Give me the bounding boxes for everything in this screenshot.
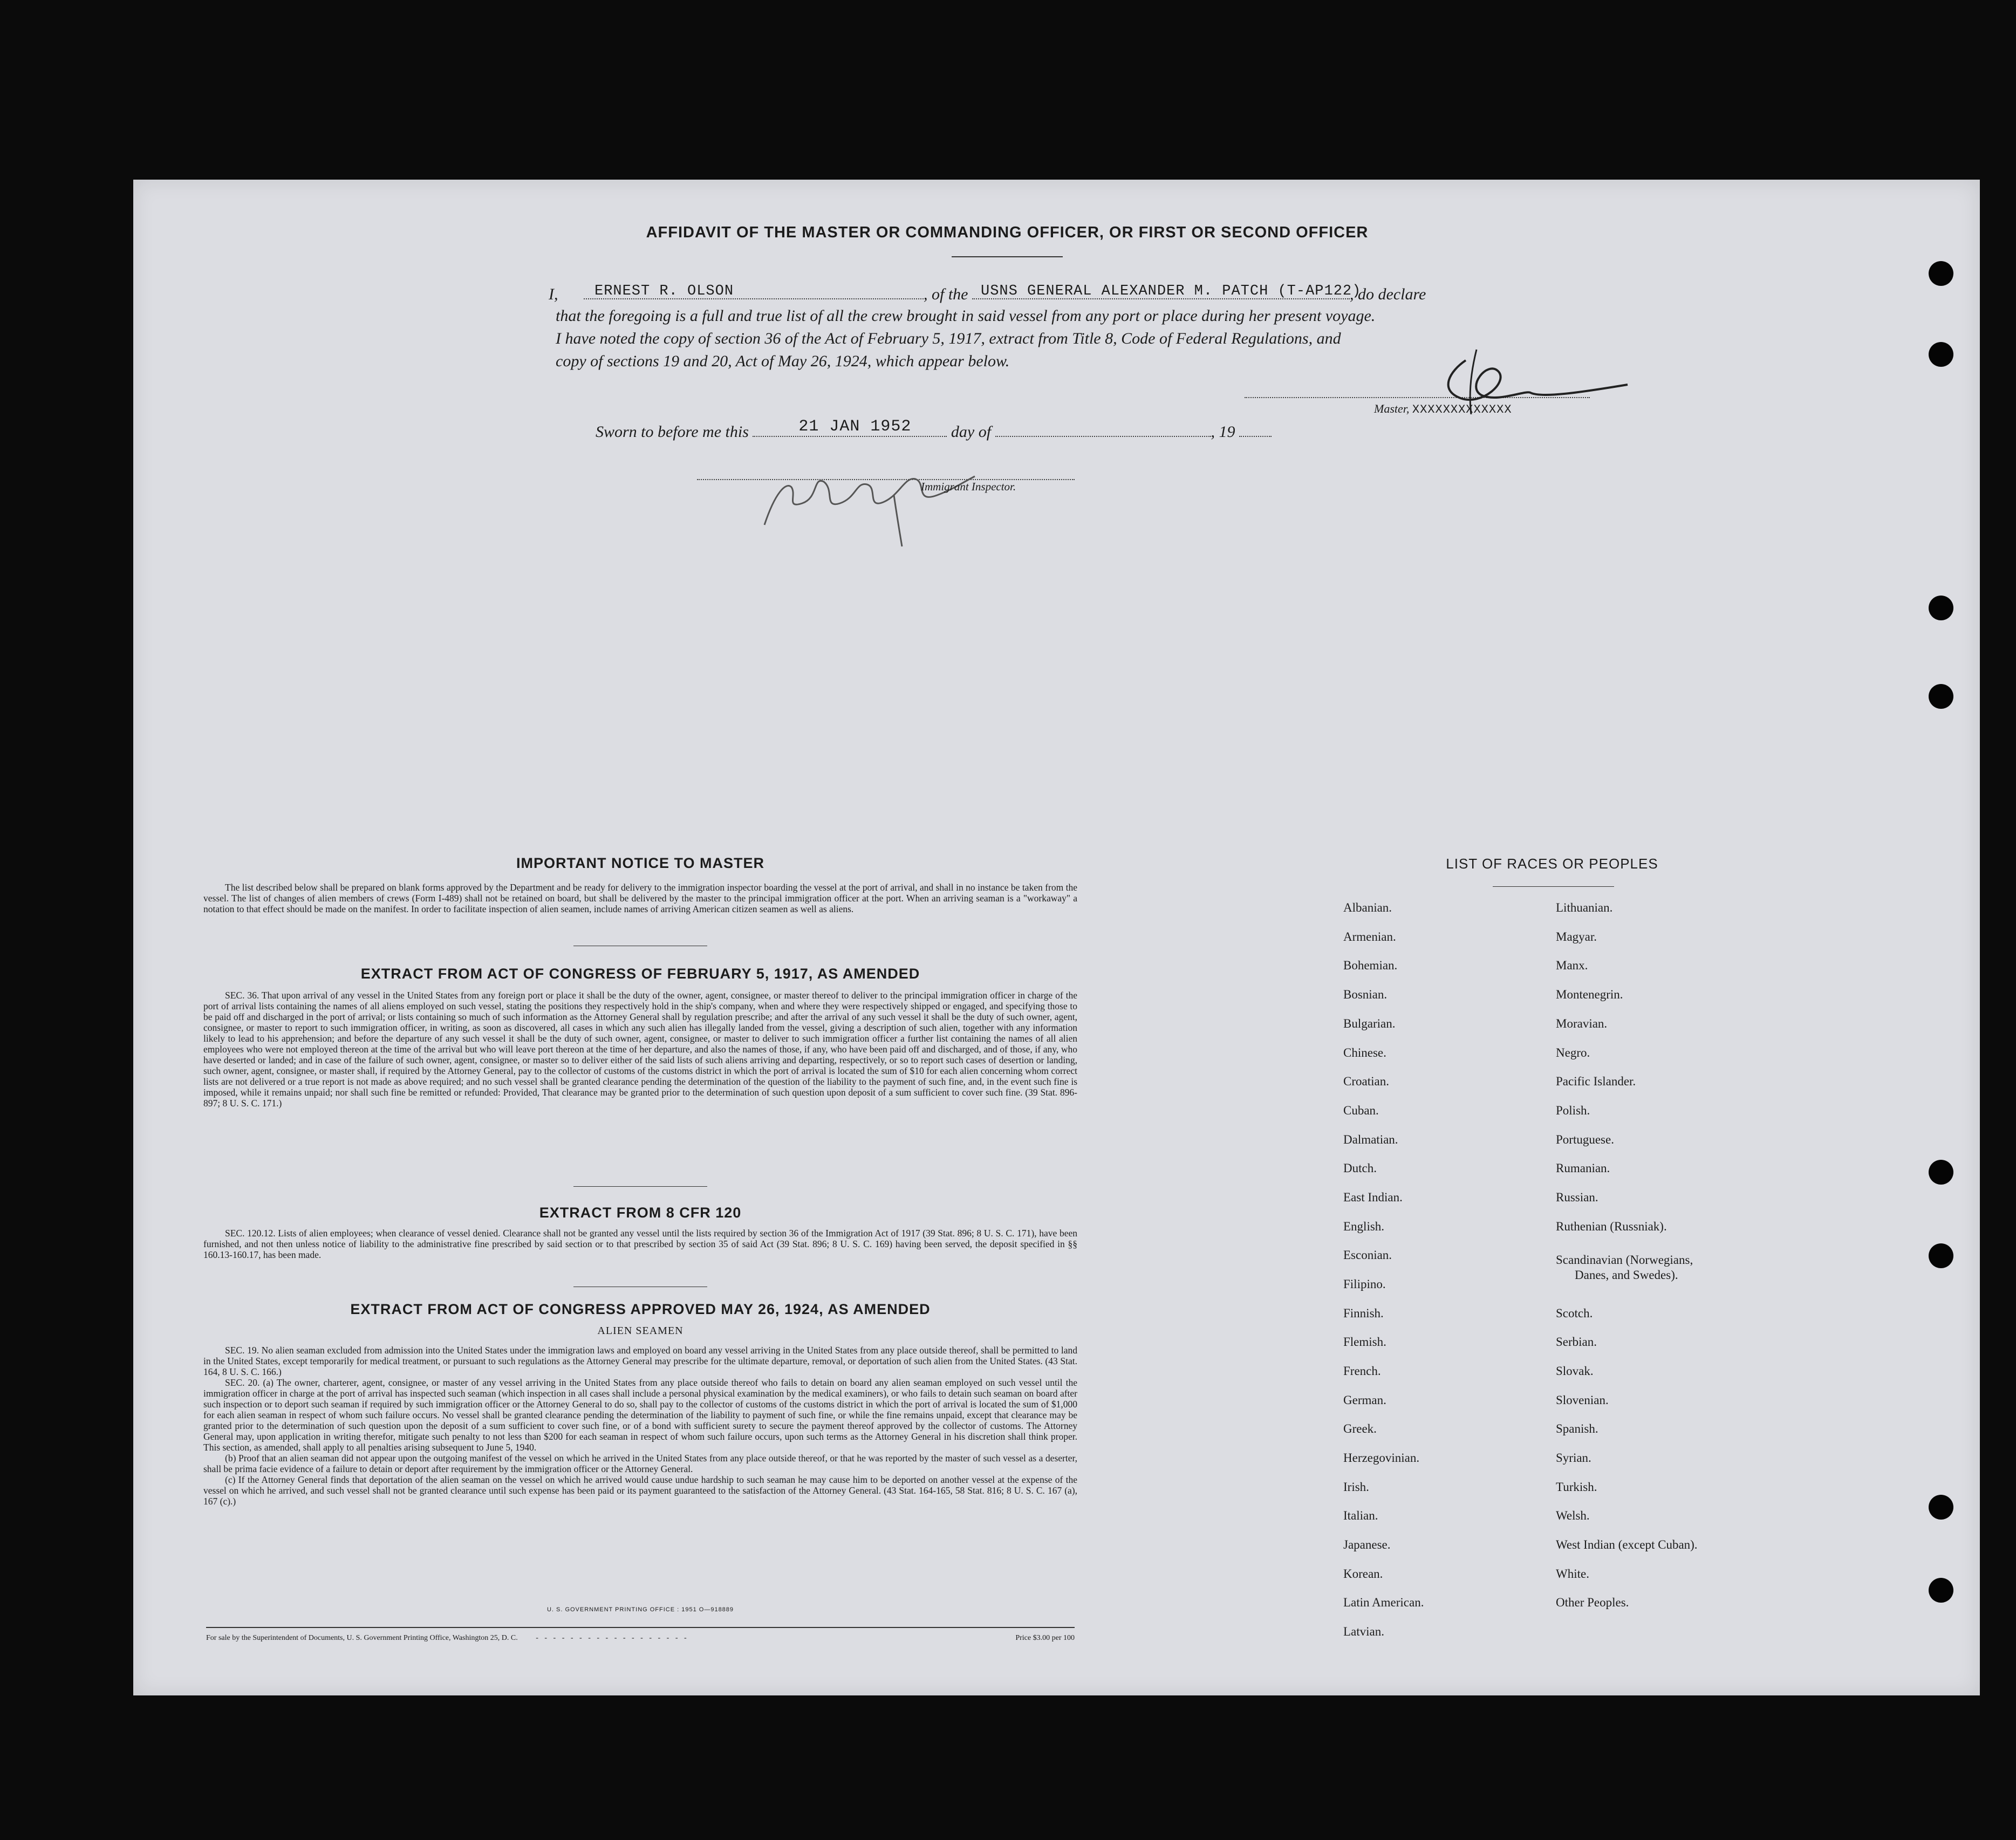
sworn-prefix: Sworn to before me this: [596, 423, 749, 441]
sec-20b: (b) Proof that an alien seaman did not appear upon the outgoing manifest of the vessel on which he arrived in the United States from any place outside thereof, or that he was reported by the master of such vessel as a deserter, shall be prima facie evidence of a failure to detain or deport after requirement by the immigration officer or the Attorney General.: [203, 1453, 1077, 1474]
officer-name: ERNEST R. OLSON: [594, 283, 734, 299]
price-text: Price $3.00 per 100: [1015, 1634, 1075, 1642]
race-item: White.: [1556, 1567, 1589, 1581]
race-item: Slovak.: [1556, 1364, 1594, 1378]
race-item: Filipino.: [1343, 1277, 1386, 1291]
sworn-date-field: [753, 420, 947, 437]
race-item: Japanese.: [1343, 1538, 1391, 1551]
race-item: Bulgarian.: [1343, 1017, 1396, 1030]
race-item: Welsh.: [1556, 1509, 1590, 1522]
day-of-label: day of: [951, 423, 992, 441]
binder-hole: [1929, 684, 1953, 709]
race-item: Moravian.: [1556, 1017, 1608, 1030]
notice-body: The list described below shall be prepared on blank forms approved by the Department and be ready for delivery to the immigration inspector boarding the vessel at the port of arrival, and shall in no instance be taken from the vessel. The list of changes of alien members of crews (Form I-489) shall not be retained on board, but shall be delivered by the master to the principal immigration officer at the port. When an arriving seaman is a "workaway" a notation to that effect should be made on the manifest. In order to facilitate inspection of alien seamen, include names of arriving American citizen seamen as well as aliens.: [203, 882, 1077, 914]
declaration-line-2: that the foregoing is a full and true list of all the crew brought in said vessel from any port or place during her present voyage.: [556, 307, 1376, 325]
race-item: Irish.: [1343, 1480, 1369, 1494]
race-item: Albanian.: [1343, 901, 1392, 914]
footer-dashes: - - - - - - - - - - - - - - - - - -: [536, 1634, 689, 1642]
race-item: Italian.: [1343, 1509, 1378, 1522]
race-item: Latin American.: [1343, 1596, 1424, 1609]
race-item: Syrian.: [1556, 1451, 1591, 1465]
race-item: Polish.: [1556, 1104, 1590, 1117]
extract-1917-body: SEC. 36. That upon arrival of any vessel in the United States from any foreign port or place it shall be the duty of the owner, agent, consignee, or master thereof to deliver to the principal immigration officer in charge of the port of arrival lists containing the names of all aliens employed on such vessel, stating the positions they respectively hold in the ship's company, when and where they were respectively shipped or engaged, and specifying those to be paid off and discharged in the port of arrival; or lists containing so much of such information as the Attorney General shall by regulation prescribe; and after the arrival of any such vessel it shall be the duty of such owner, agent, consignee, or master to report to such immigration officer, in writing, as soon as discovered, all cases in which any such alien has illegally landed from the vessel, giving a description of such alien, together with any information likely to lead to his apprehension; and before the departure of any such vessel it shall be the duty of such owner, agent, consignee, or master to deliver to such immigration officer a further list containing the names of all alien employees who were not employed thereon at the time of the arrival but who will leave port thereon at the time of her departure, and also the names of those, if any, who have been paid off and discharged, and of those, if any, who have deserted or landed; and in case of the failure of such owner, agent, consignee, or master so to deliver either of the said lists of such aliens arriving and departing, respectively, or so to report such cases of desertion or landing, such owner, agent, consignee, or master shall, if required by the Attorney General, pay to the collector of customs of the customs district in which the port of arrival is located the sum of $10 for each alien concerning whom correct lists are not delivered or a true report is not made as above required; and no such vessel shall be granted clearance pending the determination of the question of the liability to the payment of such fine, and, in the event such fine is imposed, while it remains unpaid; nor shall such fine be remitted or refunded: Provided, That clearance may be granted prior to the determination of such question upon deposit of a sum sufficient to cover such fine. (39 Stat. 896-897; 8 U. S. C. 171.): [203, 990, 1077, 1109]
race-item: Negro.: [1556, 1046, 1590, 1059]
race-item: Chinese.: [1343, 1046, 1386, 1059]
race-item: Esconian.: [1343, 1248, 1392, 1262]
race-item: Turkish.: [1556, 1480, 1597, 1494]
extract-1917-title: EXTRACT FROM ACT OF CONGRESS OF FEBRUARY 5, 1917, AS AMENDED: [360, 966, 920, 982]
extract-1924-body: [203, 1345, 1077, 1507]
race-item: Latvian.: [1343, 1625, 1384, 1638]
race-item: Slovenian.: [1556, 1393, 1609, 1407]
sec-19: SEC. 19. No alien seaman excluded from admission into the United States under the immigration laws and employed on board any vessel arriving in the United States from any place outside thereof, shall be permitted to land in the United States, except temporarily for medical treatment, or pursuant to such regulations as the Attorney General may prescribe for the ultimate departure, removal, or deportation of such alien from the United States. (43 Stat. 164, 8 U. S. C. 166.): [203, 1345, 1077, 1377]
printing-office-line: U. S. GOVERNMENT PRINTING OFFICE : 1951 O—918889: [546, 1606, 734, 1613]
declaration-line-1: [549, 282, 1735, 306]
binder-hole: [1929, 1160, 1953, 1185]
sworn-line: [596, 420, 1272, 443]
form-page: [133, 180, 1980, 1695]
race-item: East Indian.: [1343, 1191, 1403, 1204]
race-item: Montenegrin.: [1556, 988, 1623, 1001]
binder-hole: [1929, 1495, 1953, 1520]
race-item: Danes, and Swedes).: [1575, 1268, 1678, 1282]
binder-hole: [1929, 1578, 1953, 1603]
binder-hole: [1929, 596, 1953, 620]
race-item: Flemish.: [1343, 1335, 1386, 1349]
inspector-label: Immigrant Inspector.: [921, 480, 1016, 493]
race-item: Rumanian.: [1556, 1161, 1610, 1175]
master-struck-text: XXXXXXXXXXXXX: [1412, 403, 1512, 416]
race-item: Herzegovinian.: [1343, 1451, 1420, 1465]
race-item: Lithuanian.: [1556, 901, 1613, 914]
footer-row: [206, 1634, 1075, 1643]
sec-20a: SEC. 20. (a) The owner, charterer, agent, consignee, or master of any vessel arriving in the United States from any place outside thereof who fails to detain on board any alien seaman employed on such vessel until the immigration officer in charge at the port of arrival has inspected such seaman (which inspection in all cases shall include a personal physical examination by the medical examiners), or who fails to detain such seaman on board after such inspection or to deport such seaman if required by such immigration officer or the Attorney General to do so, shall pay to the collector of customs of the customs district in which the port of arrival is located the sum of $1,000 for each alien seaman in respect of whom such failure occurs. No vessel shall be granted clearance pending the determination of the liability to payment of such fine, or while the fine remains unpaid, except that clearance may be granted prior to the determination of such question upon the deposit of a sum sufficient to cover such fine, or of a bond with sufficient surety to secure the payment thereof approved by the collector of customs. The Attorney General may, upon application in writing therefor, mitigate such penalty to not less than $200 for each seaman in respect of whom such failure occurs, upon such terms as the Attorney General in his discretion shall think proper. This section, as amended, shall apply to all penalties arising subsequent to June 5, 1940.: [203, 1377, 1077, 1453]
alien-seamen-subtitle: ALIEN SEAMEN: [597, 1325, 684, 1337]
race-item: Croatian.: [1343, 1075, 1389, 1088]
inspector-signature: [754, 444, 980, 552]
race-item: French.: [1343, 1364, 1381, 1378]
title-divider: [952, 256, 1063, 257]
race-item: Portuguese.: [1556, 1133, 1614, 1146]
master-label: Master,: [1374, 402, 1410, 415]
race-item: Bohemian.: [1343, 959, 1398, 972]
year-field: [1239, 420, 1272, 437]
race-item: Korean.: [1343, 1567, 1383, 1581]
race-item: Dalmatian.: [1343, 1133, 1398, 1146]
race-item: Spanish.: [1556, 1422, 1598, 1435]
declare-prefix: I,: [549, 285, 558, 303]
race-item: English.: [1343, 1220, 1385, 1233]
binder-hole: [1929, 342, 1953, 367]
sworn-date: 21 JAN 1952: [798, 418, 912, 436]
race-item: Greek.: [1343, 1422, 1377, 1435]
race-item: Manx.: [1556, 959, 1588, 972]
race-item: Serbian.: [1556, 1335, 1597, 1349]
races-title: LIST OF RACES OR PEOPLES: [1446, 856, 1658, 872]
race-item: West Indian (except Cuban).: [1556, 1538, 1698, 1551]
declaration-line-4: copy of sections 19 and 20, Act of May 26, 1924, which appear below.: [556, 352, 1010, 370]
races-divider: [1493, 886, 1614, 887]
month-field: [995, 420, 1211, 437]
affidavit-title: AFFIDAVIT OF THE MASTER OR COMMANDING OFFICER, OR FIRST OR SECOND OFFICER: [646, 224, 1369, 241]
cfr-title: EXTRACT FROM 8 CFR 120: [539, 1205, 742, 1221]
footer-rule: [206, 1627, 1075, 1628]
extract-1917-divider: [573, 1186, 707, 1187]
race-item: Scandinavian (Norwegians,: [1556, 1253, 1693, 1267]
master-label-row: [1374, 398, 1512, 421]
race-item: Finnish.: [1343, 1307, 1384, 1320]
race-item: Magyar.: [1556, 930, 1597, 943]
binder-hole: [1929, 1243, 1953, 1268]
race-item: Pacific Islander.: [1556, 1075, 1636, 1088]
race-item: Armenian.: [1343, 930, 1396, 943]
race-item: Bosnian.: [1343, 988, 1388, 1001]
binder-hole: [1929, 261, 1953, 286]
race-item: Ruthenian (Russniak).: [1556, 1220, 1667, 1233]
do-declare-label: , do declare: [1350, 285, 1426, 303]
extract-1924-title: EXTRACT FROM ACT OF CONGRESS APPROVED MAY 26, 1924, AS AMENDED: [350, 1301, 931, 1317]
sec-20c: (c) If the Attorney General finds that deportation of the alien seaman on the vessel on which he arrived would cause undue hardship to such seaman he may cause him to be deported on another vessel at the expense of the vessel on which he arrived, and such vessel shall not be granted clearance until such expense has been paid or its payment guaranteed to the satisfaction of the Attorney General. (43 Stat. 164-165, 58 Stat. 816; 8 U. S. C. 167 (a), 167 (c).): [203, 1474, 1077, 1507]
race-item: Scotch.: [1556, 1307, 1593, 1320]
vessel-name: USNS GENERAL ALEXANDER M. PATCH (T-AP122): [981, 283, 1362, 299]
of-the-label: , of the: [924, 285, 968, 303]
vessel-name-field: [972, 282, 1362, 299]
race-item: German.: [1343, 1393, 1386, 1407]
notice-title: IMPORTANT NOTICE TO MASTER: [516, 855, 764, 871]
officer-name-field: [584, 282, 924, 299]
year-prefix: , 19: [1211, 423, 1235, 441]
race-item: Cuban.: [1343, 1104, 1379, 1117]
race-item: Other Peoples.: [1556, 1596, 1629, 1609]
for-sale-text: For sale by the Superintendent of Documents, U. S. Government Printing Office, Washington 25, D. C.: [206, 1634, 518, 1642]
cfr-body: SEC. 120.12. Lists of alien employees; when clearance of vessel denied. Clearance shall not be granted any vessel until the lists required by section 36 of the Immigration Act of 1917 (39 Stat. 896; 8 U. S. C. 171), have been furnished, and not then unless notice of liability to the administrative fine prescribed by said section or to that prescribed by section 35 of said Act (39 Stat. 896; 8 U. S. C. 169) having been served, the deposit specified in §§ 160.13-160.17, has been made.: [203, 1228, 1077, 1260]
declaration-line-3: I have noted the copy of section 36 of the Act of February 5, 1917, extract from Title 8, Code of Federal Regulations, and: [556, 330, 1341, 347]
race-item: Dutch.: [1343, 1161, 1377, 1175]
race-item: Russian.: [1556, 1191, 1598, 1204]
